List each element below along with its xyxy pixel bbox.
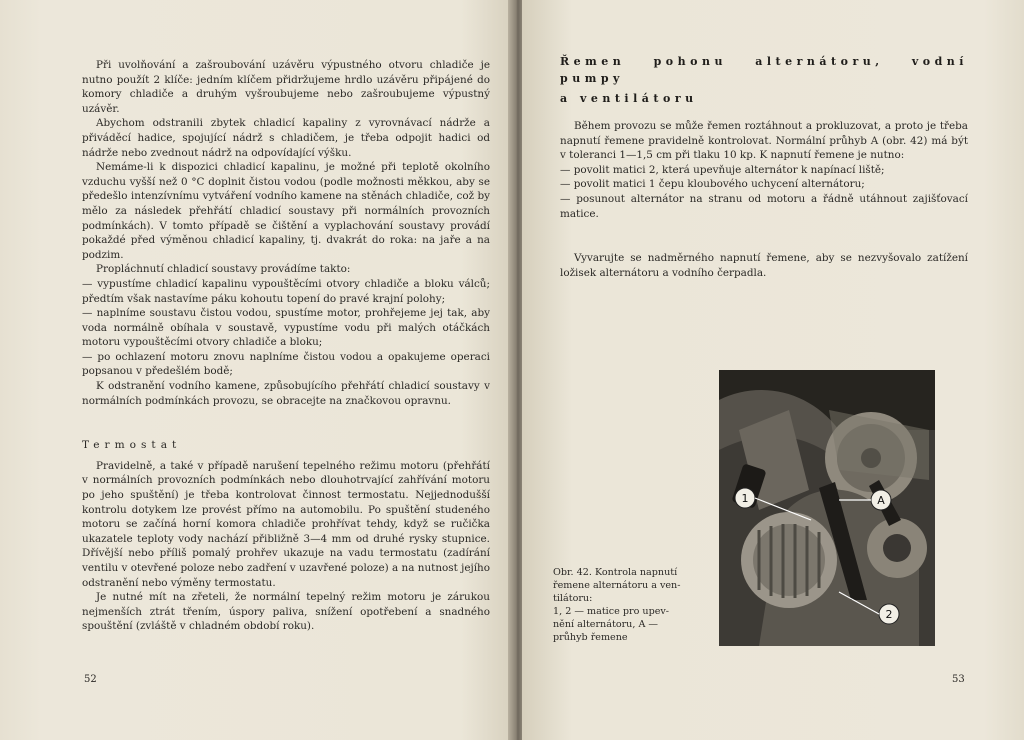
caption-line: řemene alternátoru a ven- <box>553 580 681 591</box>
photo-label-1: 1 <box>741 492 749 505</box>
figure-42-photo <box>719 370 935 646</box>
caption-line: průhyb řemene <box>553 632 628 643</box>
left-page-text <box>82 58 490 634</box>
paragraph: Vyvarujte se nadměrného napnutí řemene, aby se nezvyšovalo zatížení ložisek alternátoru a vodního čerpadla. <box>560 252 968 279</box>
paragraph: Během provozu se může řemen roztáhnout a prokluzovat, a proto je třeba napnutí řemene pravidelně kontrolovat. Normální průhyb A (obr. 42) má být v toleranci 1—1,5 cm při tlaku 10 kp. K napnutí řemene je nutno: <box>560 120 968 162</box>
caption-line: nění alternátoru, A — <box>553 619 659 630</box>
photo-label-A: A <box>877 494 885 507</box>
page-number: 52 <box>84 674 97 685</box>
section-title: Řemen pohonu alternátoru, vodní pumpy <box>560 55 968 85</box>
list-item: — povolit matici 1 čepu kloubového uchycení alternátoru; <box>560 178 865 191</box>
list-item: — vypustíme chladicí kapalinu vypouštěcími otvory chladiče a bloku válců; předtím však nastavíme páku kohoutu topení do pravé krajní polohy; <box>82 277 490 305</box>
caption-line: 1, 2 — matice pro upev- <box>553 606 670 617</box>
section-title-cont: a ventilátoru <box>560 92 698 105</box>
list-item: — naplníme soustavu čistou vodou, spustíme motor, prohřejeme jej tak, aby voda normálně obíhala v soustavě, vypustíme vodu při malých otáčkách motoru vypouštěcími otvory chladiče a bloku; <box>82 307 490 349</box>
paragraph: Propláchnutí chladicí soustavy provádíme takto: <box>96 263 351 276</box>
list-item: — posunout alternátor na stranu od motoru a řádně utáhnout zajišťovací matice. <box>560 192 968 220</box>
photo-label-2: 2 <box>885 608 893 621</box>
paragraph: Nemáme-li k dispozici chladicí kapalinu, je možné při teplotě okolního vzduchu vyšší než 0 °C doplnit čistou vodou (podle možnosti měkkou, aby se předešlo intenzívnímu vytváření vodního kamene na stěnách chladiče, což by mělo za následek přehřátí chladicí soustavy při normálních provozních podmínkách). V tomto případě se čištění a vyplachování soustavy provádí pokaždé před výměnou chladicí kapaliny, tj. dvakrát do roka: na jaře a na podzim. <box>82 161 490 261</box>
caption-line: tilátoru: <box>553 593 593 604</box>
paragraph: K odstranění vodního kamene, způsobujícího přehřátí chladicí soustavy v normálních podmínkách provozu, se obracejte na značkovou opravnu. <box>82 380 490 407</box>
list-item: — po ochlazení motoru znovu naplníme čistou vodou a opakujeme operaci popsanou v předešlém bodě; <box>82 350 490 378</box>
page-number: 53 <box>952 674 965 685</box>
right-page-text <box>560 53 968 280</box>
list-item: — povolit matici 2, která upevňuje alternátor k napínací liště; <box>560 163 885 176</box>
paragraph: Abychom odstranili zbytek chladicí kapaliny z vyrovnávací nádrže a přiváděcí hadice, spojující nádrž s chladičem, je třeba odpojit hadici od nádrže nebo zvednout nádrž na odpovídající výšku. <box>82 117 490 159</box>
paragraph: Je nutné mít na zřeteli, že normální tepelný režim motoru je zárukou nejmenších ztrát třením, úspory paliva, snížení opotřebení a snadného spouštění (zvláště v chladném období roku). <box>82 591 490 633</box>
figure-caption <box>553 566 691 644</box>
engine-belt-illustration <box>719 370 935 646</box>
caption-line: Obr. 42. Kontrola napnutí <box>553 567 678 578</box>
section-title: Termostat <box>82 439 182 452</box>
paragraph: Při uvolňování a zašroubování uzávěru výpustného otvoru chladiče je nutno použít 2 klíče: jedním klíčem přidržujeme hrdlo uzávěru připájené do komory chladiče a druhým vyšroubujeme nebo zašroubujeme výpustný uzávěr. <box>82 59 490 115</box>
paragraph: Pravidelně, a také v případě narušení tepelného režimu motoru (přehřátí v normálních provozních podmínkách nebo dlouhotrvající zahřívání motoru po jeho spuštění) je třeba kontrolovat činnost termostatu. Nejjednodušší kontrolu dotykem lze provést přímo na automobilu. Po spuštění studeného motoru se začíná horní komora chladiče prohřívat tehdy, když se ručička ukazatele teploty vody nachází přibližně 3—4 mm od druhé rysky stupnice. Dřívější nebo příliš pomalý prohřev ukazuje na vadu termostatu (zadírání ventilu v otevřené poloze nebo zadření v uzavřené poloze) a na nutnost jejího odstranění nebo výměny termostatu. <box>82 459 490 589</box>
